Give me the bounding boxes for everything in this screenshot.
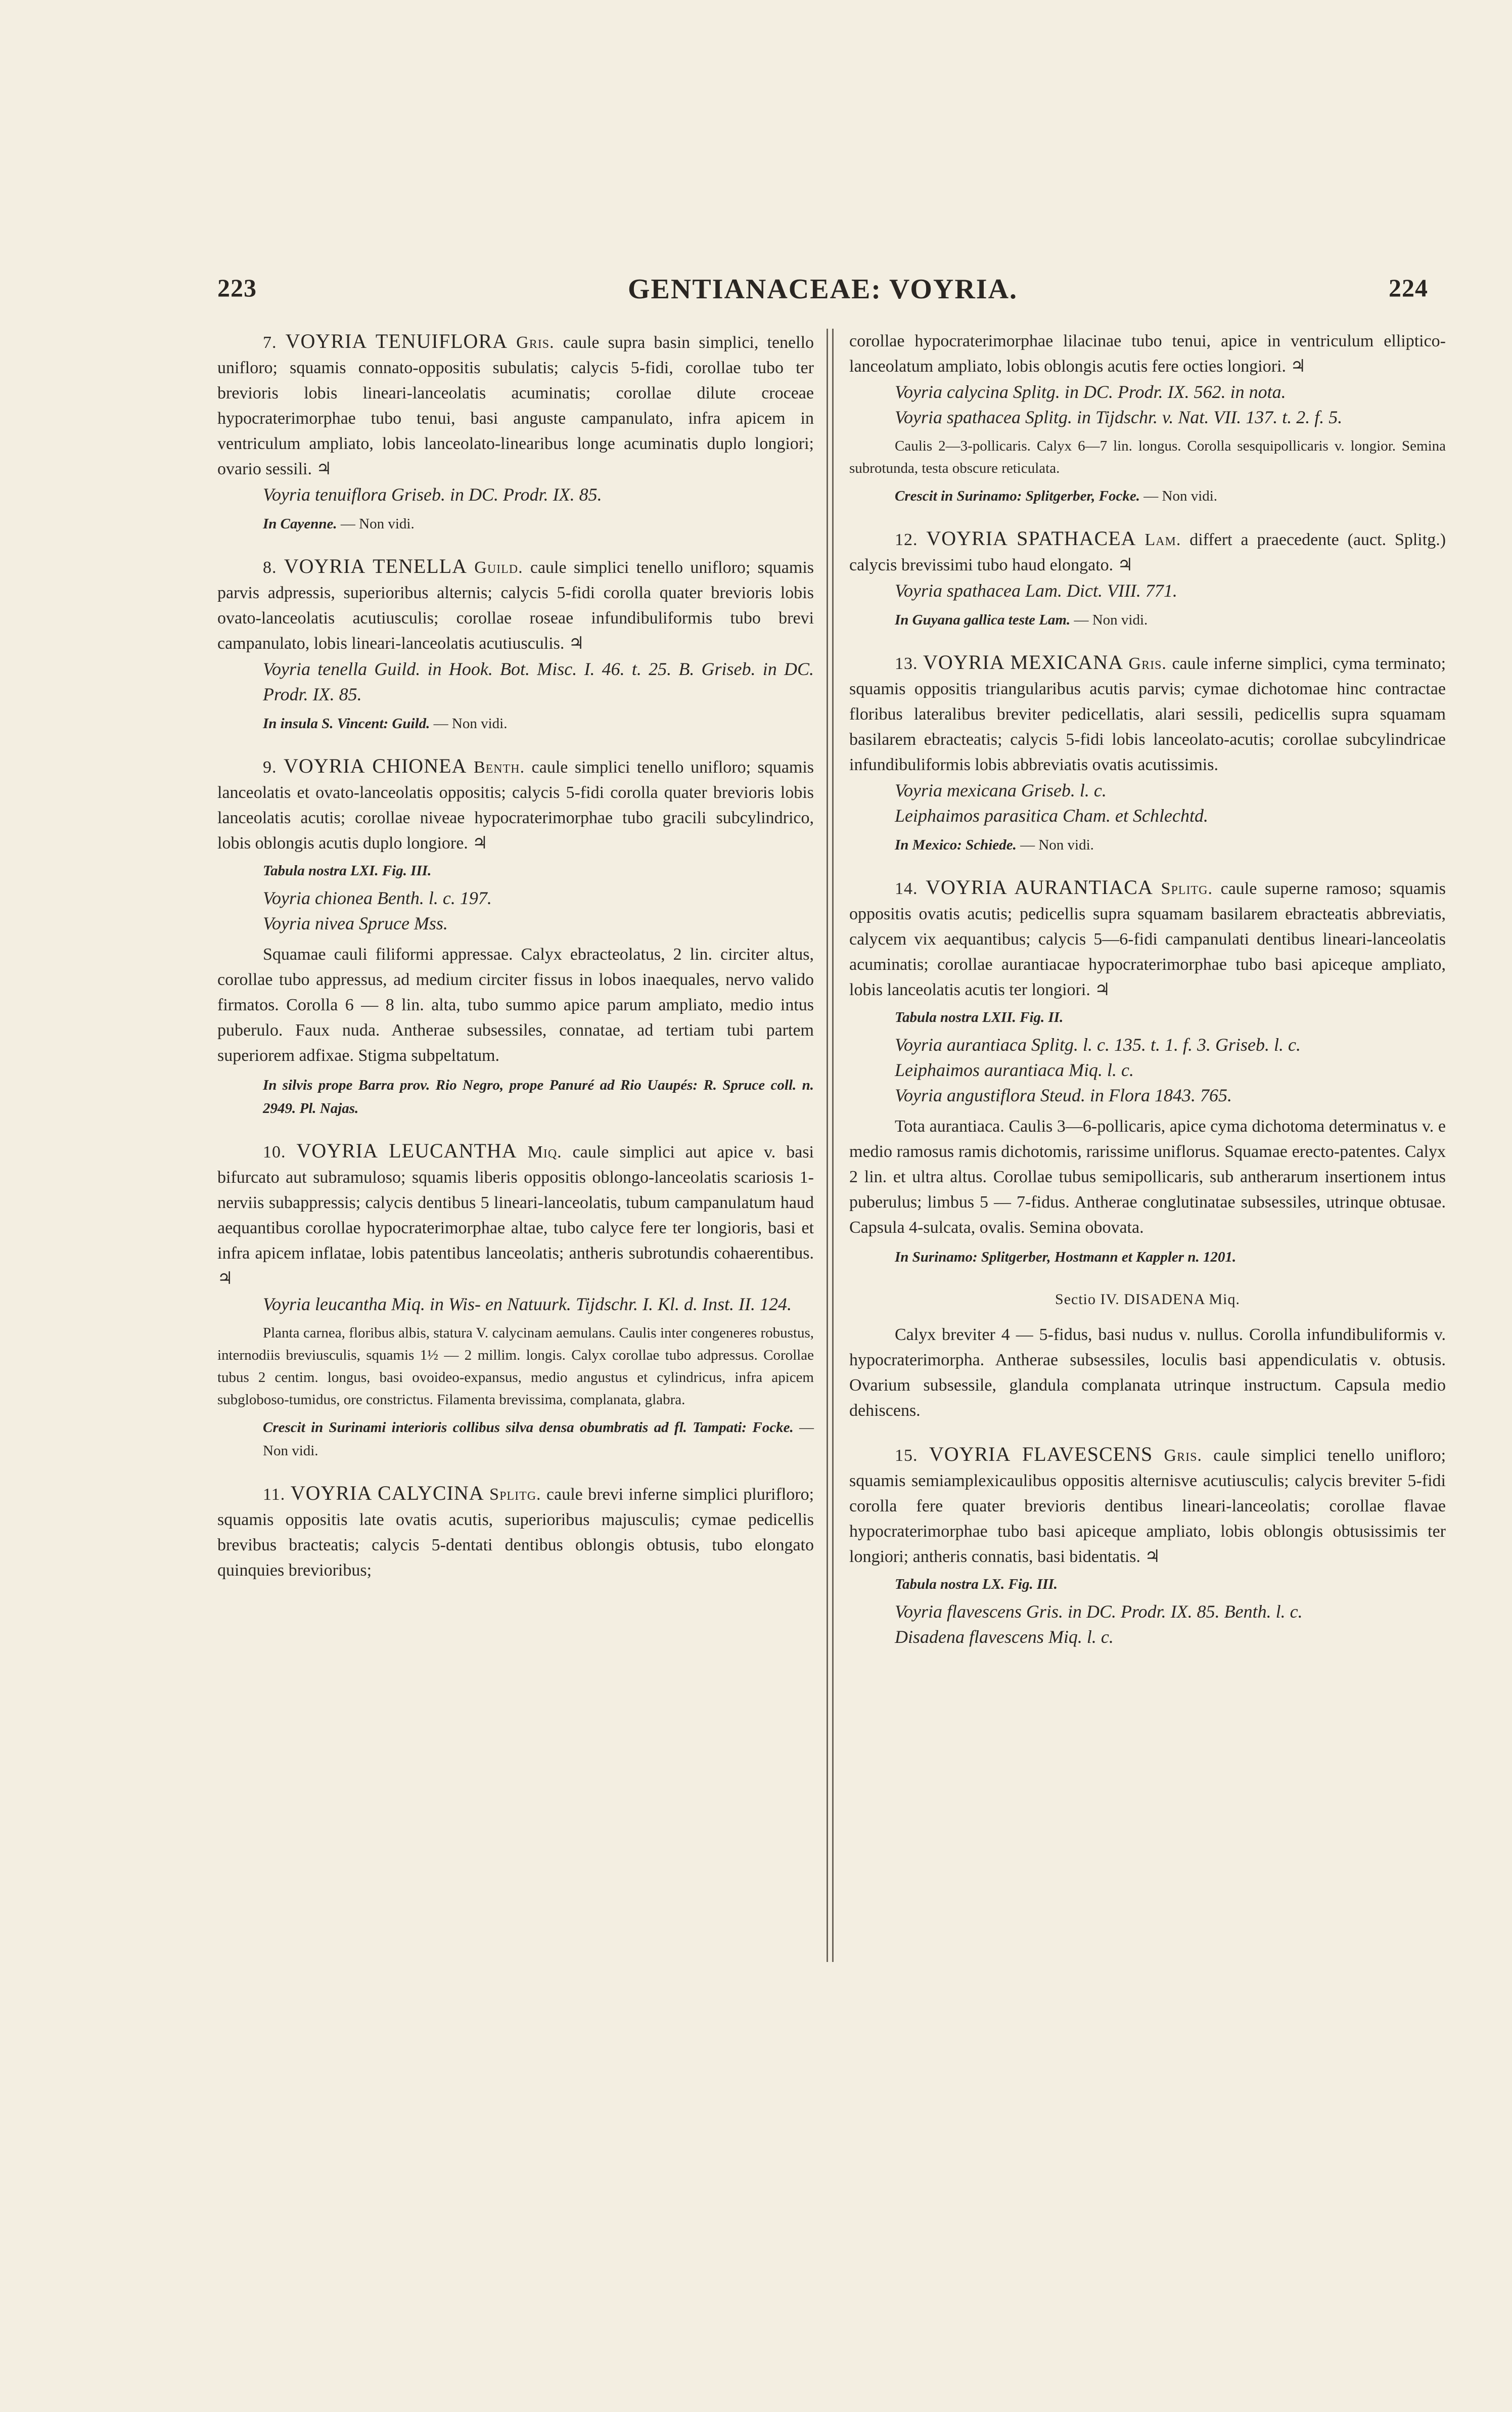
species-name: VOYRIA MEXICANA <box>923 651 1123 674</box>
locality: In Mexico: Schiede. — Non vidi. <box>895 837 1094 853</box>
species-name: VOYRIA CALYCINA <box>290 1482 484 1504</box>
section-heading: Sectio IV. DISADENA Miq. <box>1055 1291 1240 1308</box>
page-number-left: 223 <box>217 274 257 302</box>
synonym: Voyria calycina Splitg. in DC. Prodr. IX. 562. in nota. <box>895 382 1286 402</box>
synonym: Voyria tenuiflora Griseb. in DC. Prodr. IX. 85. <box>263 484 602 505</box>
species-description: 14. VOYRIA AURANTIACA Splitg. caule superne ramoso; squamis oppositis ovatis acutis; pedicellis supra squamam basilarem ebracteatis abbreviatis, calycem vix aequantibus; calycis 5—6-fidi campanulati dentibus lineari-lanceolatis acuminatis; corollae aurantiacae hypocraterimorphae tubo basi apiceque ampliato, lobis lanceolatis acutis ter longiori. ♃ <box>849 876 1446 999</box>
running-title: GENTIANACEAE: VOYRIA. <box>627 274 1018 305</box>
species-description: 12. VOYRIA SPATHACEA Lam. differt a praecedente (auct. Splitg.) calycis brevissimi tubo haud elongato. ♃ <box>849 527 1446 574</box>
plate-reference: Tabula nostra LX. Fig. III. <box>895 1576 1058 1592</box>
locality: Crescit in Surinami interioris collibus silva densa obumbratis ad fl. Tampati: Focke. — Non vidi. <box>263 1419 814 1459</box>
locality: In Cayenne. — Non vidi. <box>263 516 415 532</box>
species-description-continued: corollae hypocraterimorphae lilacinae tubo tenui, apice in ventriculum elliptico-lanceolatum ampliato, lobis oblongis acutis fere octies longiori. ♃ <box>849 332 1446 376</box>
species-description: 8. VOYRIA TENELLA Guild. caule simplici tenello unifloro; squamis parvis adpressis, superioribus alternis; calycis 5-fidi corolla quater brevioris lobis ovato-lanceolatis acutiusculis; corollae roseae infundibuliformis tubo brevi campanulato, lobis lineari-lanceolatis acutiusculis. ♃ <box>217 555 814 653</box>
species-entry-13 <box>849 650 1446 857</box>
species-description: 10. VOYRIA LEUCANTHA Miq. caule simplici aut apice v. basi bifurcato aut subramuloso; squamis liberis oppositis oblongo-lanceolatis scariosis 1-nerviis subappressis; calycis dentibus 5 lineari-lanceolatis, tubum campanulatum haud aequantibus corollae hypocraterimorphae altae, tubo calyce fere ter longioris, basi et infra apicem inflatae, lobis patentibus lanceolatis; antheris subrotundis cohaerentibus. ♃ <box>217 1139 814 1288</box>
species-name: VOYRIA SPATHACEA <box>926 527 1136 550</box>
page-number-right: 224 <box>1389 274 1428 302</box>
species-notes: Tota aurantiaca. Caulis 3—6-pollicaris, apice cyma dichotoma determinatus v. e medio ramosus ramis dichotomis, rarissime uniflorus. Squamae erecto-patentes. Calyx 2 lin. et ultra altus. Corollae tubus semipollicaris, sub antherarum insertionem intus puberulus; limbus 5 — 7-fidus. Antherae conglutinatae subsessiles, utrinque obtusae. Capsula 4-sulcata, ovalis. Semina obovata. <box>849 1117 1446 1237</box>
synonym: Voyria spathacea Splitg. in Tijdschr. v. Nat. VII. 137. t. 2. f. 5. <box>895 407 1343 427</box>
synonym: Leiphaimos aurantiaca Miq. l. c. <box>895 1060 1134 1080</box>
species-description: 7. VOYRIA TENUIFLORA Gris. caule supra basin simplici, tenello unifloro; squamis connato-oppositis subulatis; calycis 5-fidi, corollae tubo ter brevioris lobis lineari-lanceolatis acuminatis; corollae dilute croceae hypocraterimorphae tubo tenui, basi anguste campanulato, infra apicem in ventriculum ampliato, lobis lanceolato-linearibus longe acuminatis duplo longiori; ovario sessili. ♃ <box>217 330 814 478</box>
running-head <box>217 273 1428 308</box>
species-name: VOYRIA AURANTIACA <box>926 876 1153 899</box>
locality: Crescit in Surinamo: Splitgerber, Focke. — Non vidi. <box>895 488 1218 504</box>
species-entry-9 <box>217 753 814 1120</box>
species-name: VOYRIA CHIONEA <box>284 754 467 777</box>
species-notes: Planta carnea, floribus albis, statura V. calycinam aemulans. Caulis inter congeneres robustus, internodiis breviusculis, squamis 1½ — 2 millim. longis. Calyx corollae tubo adpressus. Corollae tubus 2 centim. longus, basi ovoideo-expansus, medio angustus et cylindricus, infra apicem subgloboso-tumidus, ore constrictus. Filamenta brevissima, complanata, glabra. <box>217 1325 814 1408</box>
species-entry-11-continued <box>849 329 1446 508</box>
synonym: Voyria spathacea Lam. Dict. VIII. 771. <box>895 580 1177 601</box>
synonym: Voyria tenella Guild. in Hook. Bot. Misc. I. 46. t. 25. B. Griseb. in DC. Prodr. IX. 85. <box>263 659 814 704</box>
species-name: VOYRIA TENELLA <box>284 555 468 577</box>
left-column <box>217 329 814 1601</box>
species-entry-7 <box>217 329 814 535</box>
species-entry-11 <box>217 1481 814 1583</box>
synonym: Voyria aurantiaca Splitg. l. c. 135. t. 1. f. 3. Griseb. l. c. <box>895 1035 1301 1055</box>
species-entry-14 <box>849 875 1446 1269</box>
species-entry-10 <box>217 1138 814 1462</box>
species-entry-15 <box>849 1442 1446 1649</box>
species-name: VOYRIA TENUIFLORA <box>285 330 508 352</box>
synonym: Voyria nivea Spruce Mss. <box>263 913 448 933</box>
synonym: Disadena flavescens Miq. l. c. <box>895 1627 1114 1647</box>
right-column <box>849 329 1446 1668</box>
species-notes: Caulis 2—3-pollicaris. Calyx 6—7 lin. longus. Corolla sesquipollicaris v. longior. Semina subrotunda, testa obscure reticulata. <box>849 438 1446 476</box>
column-divider <box>827 329 834 1962</box>
plate-reference: Tabula nostra LXI. Fig. III. <box>263 863 432 879</box>
synonym: Voyria leucantha Miq. in Wis- en Natuurk. Tijdschr. I. Kl. d. Inst. II. 124. <box>263 1294 792 1314</box>
locality: In Surinamo: Splitgerber, Hostmann et Kappler n. 1201. <box>895 1249 1236 1265</box>
species-description: 15. VOYRIA FLAVESCENS Gris. caule simplici tenello unifloro; squamis semiamplexicaulibus oppositis alternisve acutiusculis; calycis breviter 5-fidi corolla fere quater brevioris dentibus lineari-lanceolatis; corollae flavae hypocraterimorphae tubo basi apiceque ampliato, lobis oblongis obtusissimis ter longiori; antheris connatis, basi bidentatis. ♃ <box>849 1443 1446 1566</box>
locality: In silvis prope Barra prov. Rio Negro, prope Panuré ad Rio Uaupés: R. Spruce coll. n. 2949. Pl. Najas. <box>263 1077 814 1116</box>
species-description: 13. VOYRIA MEXICANA Gris. caule inferne simplici, cyma terminato; squamis oppositis triangularibus acutis parvis; cymae dichotomae hinc contractae floribus lateralibus breviter pedicellatis, alari sessili, pedicellis supra squamam basilarem ebracteatis; calycis 5-fidi lobis lanceolato-acutis; corollae subcylindricae infundibuliformis lobis abbreviatis ovatis acutissimis. <box>849 651 1446 774</box>
synonym: Leiphaimos parasitica Cham. et Schlechtd. <box>895 806 1208 826</box>
synonym: Voyria mexicana Griseb. l. c. <box>895 780 1107 800</box>
species-name: VOYRIA FLAVESCENS <box>929 1443 1153 1465</box>
locality: In insula S. Vincent: Guild. — Non vidi. <box>263 716 508 732</box>
species-description: 9. VOYRIA CHIONEA Benth. caule simplici tenello unifloro; squamis lanceolatis et ovato-lanceolatis oppositis; calycis 5-fidi corolla quater brevioris lobis lanceolatis acutis; corollae niveae hypocraterimorphae tubo gracili subcylindrico, lobis oblongis acutis duplo longiore. ♃ <box>217 754 814 853</box>
species-description: 11. VOYRIA CALYCINA Splitg. caule brevi inferne simplici plurifloro; squamis oppositis late ovatis acutis, superioribus majusculis; cymae pedicellis brevibus bracteatis; calycis 5-dentati dentibus oblongis obtusis, tubo elongato quinquies brevioribus; <box>217 1482 814 1580</box>
plate-reference: Tabula nostra LXII. Fig. II. <box>895 1009 1064 1025</box>
synonym: Voyria angustiflora Steud. in Flora 1843. 765. <box>895 1085 1232 1105</box>
section-description: Calyx breviter 4 — 5-fidus, basi nudus v. nullus. Corolla infundibuliformis v. hypocraterimorpha. Antherae subsessiles, loculis basi appendiculatis v. obtusis. Ovarium subsessile, glandula complanata utrinque instructum. Capsula medio dehiscens. <box>849 1325 1446 1420</box>
synonym: Voyria flavescens Gris. in DC. Prodr. IX. 85. Benth. l. c. <box>895 1601 1303 1622</box>
species-entry-12 <box>849 526 1446 632</box>
species-name: VOYRIA LEUCANTHA <box>296 1139 517 1162</box>
species-notes: Squamae cauli filiformi appressae. Calyx ebracteolatus, 2 lin. circiter altus, corollae tubo appressus, ad medium circiter fissus in lobos inaequales, nervo valido firmatos. Corolla 6 — 8 lin. alta, tubo summo apice parum ampliato, medio intus puberulo. Faux nuda. Antherae subsessiles, connatae, ad tertiam tubi partem superiorem adfixae. Stigma subpeltatum. <box>217 945 814 1065</box>
synonym: Voyria chionea Benth. l. c. 197. <box>263 888 492 908</box>
species-entry-8 <box>217 554 814 735</box>
locality: In Guyana gallica teste Lam. — Non vidi. <box>895 612 1148 628</box>
